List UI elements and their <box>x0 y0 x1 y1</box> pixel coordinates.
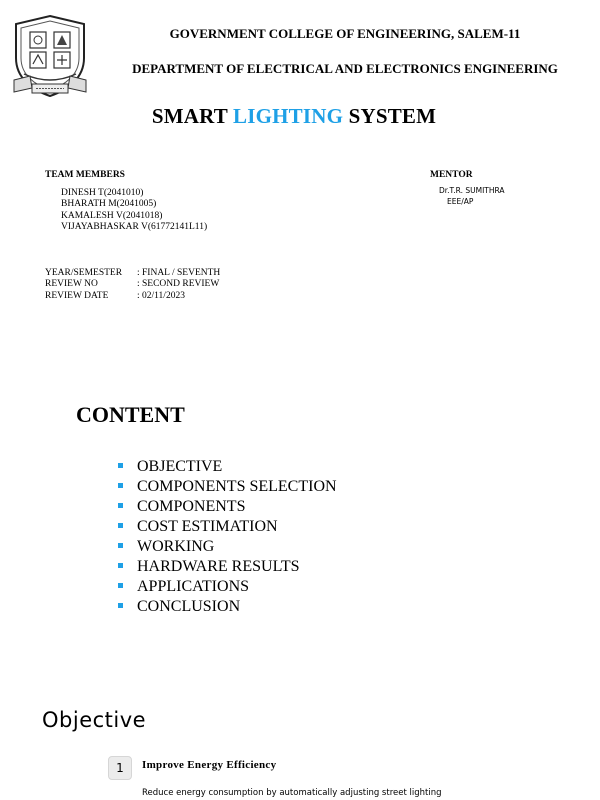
square-bullet-icon <box>118 503 123 508</box>
square-bullet-icon <box>118 523 123 528</box>
square-bullet-icon <box>118 463 123 468</box>
mentor-department: EEE/AP <box>447 197 474 206</box>
content-item: COMPONENTS SELECTION <box>118 477 337 497</box>
team-members-heading: TEAM MEMBERS <box>45 170 125 180</box>
content-item: HARDWARE RESULTS <box>118 557 337 577</box>
content-item: APPLICATIONS <box>118 577 337 597</box>
team-members-list <box>61 188 207 234</box>
square-bullet-icon <box>118 563 123 568</box>
square-bullet-icon <box>118 483 123 488</box>
step-title: Improve Energy Efficiency <box>142 759 277 771</box>
team-member: DINESH T(2041010) <box>61 188 144 198</box>
department-name: DEPARTMENT OF ELECTRICAL AND ELECTRONICS ENGINEERING <box>132 61 558 76</box>
review-value: : SECOND REVIEW <box>137 279 220 290</box>
mentor-name: Dr.T.R. SUMITHRA <box>439 186 505 195</box>
review-value: : FINAL / SEVENTH <box>137 268 221 278</box>
square-bullet-icon <box>118 603 123 608</box>
team-member: KAMALESH V(2041018) <box>61 210 163 221</box>
title-part-1: SMART <box>151 104 233 128</box>
content-item: COMPONENTS <box>118 497 337 517</box>
content-item: WORKING <box>118 537 337 557</box>
step-number-badge: 1 <box>108 756 132 780</box>
review-info <box>45 268 220 302</box>
title-part-3: SYSTEM <box>343 104 437 128</box>
step-description: Reduce energy consumption by automatically adjusting street lighting <box>142 788 442 798</box>
college-name: GOVERNMENT COLLEGE OF ENGINEERING, SALEM-11 <box>169 26 521 41</box>
review-row <box>45 279 220 290</box>
square-bullet-icon <box>118 583 123 588</box>
content-heading: CONTENT <box>76 402 185 427</box>
college-emblem-icon <box>10 14 90 98</box>
review-key: REVIEW DATE <box>45 290 109 301</box>
team-member: BHARATH M(2041005) <box>61 199 157 210</box>
review-value: : 02/11/2023 <box>137 290 185 301</box>
team-member: VIJAYABHASKAR V(61772141L11) <box>61 222 208 233</box>
title-accent-word: LIGHTING <box>233 104 344 128</box>
content-item: CONCLUSION <box>118 597 337 617</box>
square-bullet-icon <box>118 543 123 548</box>
content-list <box>118 457 337 617</box>
content-item: COST ESTIMATION <box>118 517 337 537</box>
objective-heading: Objective <box>42 708 147 732</box>
mentor-heading: MENTOR <box>430 170 473 180</box>
review-row <box>45 268 220 279</box>
review-row <box>45 291 220 302</box>
review-key: REVIEW NO <box>45 279 98 290</box>
content-item: OBJECTIVE <box>118 457 337 477</box>
project-title <box>0 104 588 129</box>
review-key: YEAR/SEMESTER <box>45 268 123 278</box>
